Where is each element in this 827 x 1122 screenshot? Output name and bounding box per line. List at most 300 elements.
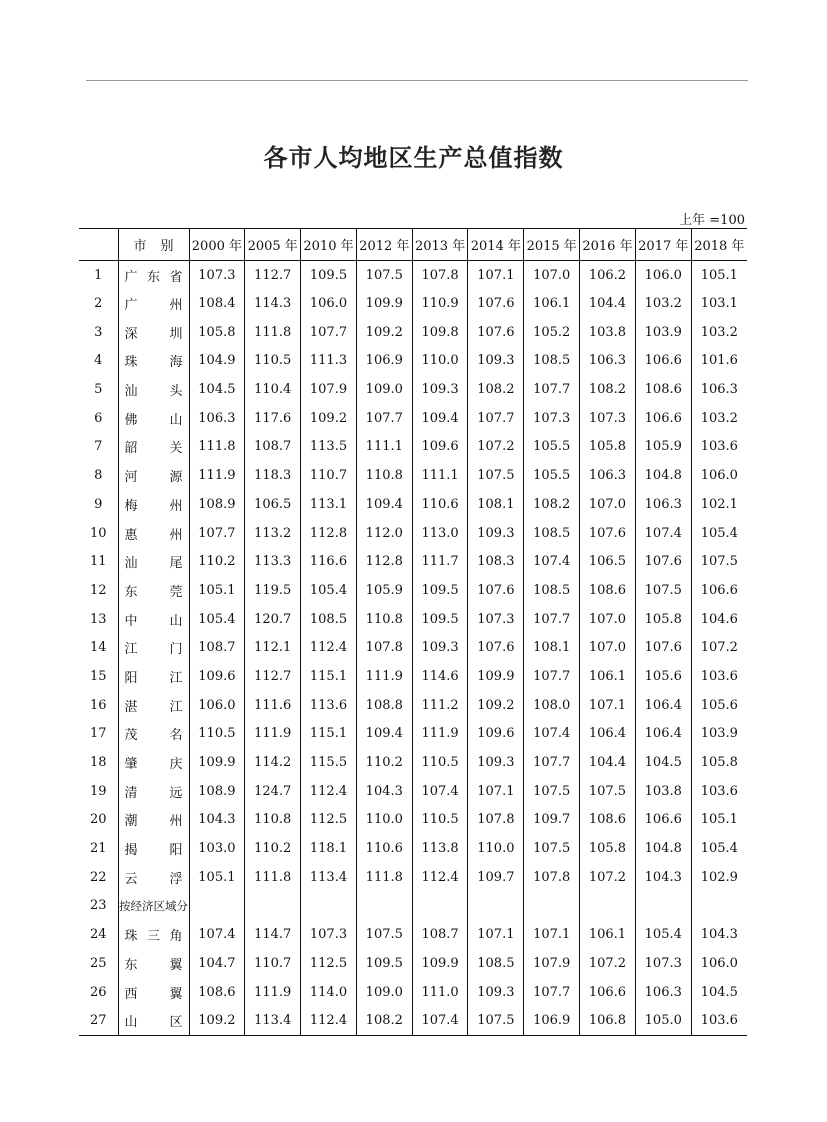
value-cell: 107.4 [524, 547, 580, 576]
table-row [79, 863, 747, 892]
value-cell: 102.1 [691, 490, 747, 519]
table-row [79, 662, 747, 691]
table-body [79, 261, 747, 1036]
city-name: 中 山 [124, 613, 183, 629]
row-number: 22 [89, 869, 107, 885]
value-cell [468, 892, 524, 921]
value-cell: 110.5 [245, 347, 301, 376]
row-number: 23 [89, 898, 107, 914]
header-year-9: 2018 年 [691, 229, 747, 261]
value-cell: 111.3 [301, 347, 357, 376]
value-cell: 103.6 [691, 433, 747, 462]
row-number: 7 [94, 439, 103, 455]
value-cell: 105.2 [524, 318, 580, 347]
value-cell: 109.5 [412, 605, 468, 634]
city-name: 西 翼 [124, 986, 183, 1002]
value-cell: 111.9 [412, 720, 468, 749]
value-cell: 107.0 [580, 633, 636, 662]
value-cell: 109.3 [412, 375, 468, 404]
value-cell: 109.3 [468, 748, 524, 777]
value-cell: 107.8 [524, 863, 580, 892]
value-cell: 109.6 [189, 662, 245, 691]
row-number: 15 [89, 668, 107, 684]
value-cell: 110.9 [412, 289, 468, 318]
value-cell: 110.8 [245, 806, 301, 835]
value-cell: 112.5 [301, 949, 357, 978]
value-cell: 104.8 [635, 834, 691, 863]
value-cell: 114.0 [301, 978, 357, 1007]
value-cell: 106.8 [580, 1006, 636, 1035]
table-row [79, 892, 747, 921]
table-row [79, 920, 747, 949]
value-cell: 105.8 [691, 748, 747, 777]
value-cell: 103.6 [691, 777, 747, 806]
value-cell: 109.8 [412, 318, 468, 347]
value-cell: 104.3 [356, 777, 412, 806]
value-cell: 106.6 [580, 978, 636, 1007]
value-cell: 105.9 [635, 433, 691, 462]
value-cell: 106.2 [580, 261, 636, 290]
value-cell: 108.6 [580, 576, 636, 605]
value-cell: 107.9 [524, 949, 580, 978]
value-cell: 106.4 [635, 691, 691, 720]
value-cell: 109.5 [412, 576, 468, 605]
value-cell: 103.2 [691, 318, 747, 347]
value-cell: 110.7 [301, 461, 357, 490]
value-cell: 104.7 [189, 949, 245, 978]
value-cell: 107.2 [580, 863, 636, 892]
city-name-cell [118, 261, 189, 290]
value-cell: 112.7 [245, 662, 301, 691]
value-cell: 111.2 [412, 691, 468, 720]
value-cell: 113.4 [245, 1006, 301, 1035]
value-cell: 110.2 [356, 748, 412, 777]
value-cell: 110.6 [412, 490, 468, 519]
value-cell: 110.5 [412, 806, 468, 835]
header-city-cell: 市 别 [118, 229, 189, 261]
value-cell: 109.3 [468, 978, 524, 1007]
header-year-1: 2005 年 [245, 229, 301, 261]
value-cell: 108.2 [468, 375, 524, 404]
row-number: 20 [89, 812, 107, 828]
city-name: 汕 尾 [124, 556, 183, 572]
city-name-cell [118, 892, 189, 921]
value-cell: 105.4 [635, 920, 691, 949]
row-number: 14 [89, 640, 107, 656]
value-cell: 105.8 [580, 834, 636, 863]
city-name: 阳 江 [124, 670, 183, 686]
city-name-cell [118, 691, 189, 720]
value-cell: 111.9 [245, 978, 301, 1007]
table-row [79, 949, 747, 978]
row-number: 25 [89, 955, 107, 971]
value-cell: 106.3 [580, 347, 636, 376]
value-cell: 106.5 [580, 547, 636, 576]
value-cell: 109.9 [468, 662, 524, 691]
value-cell: 107.8 [412, 261, 468, 290]
value-cell: 106.0 [301, 289, 357, 318]
value-cell: 106.1 [580, 920, 636, 949]
value-cell: 107.5 [356, 261, 412, 290]
value-cell: 111.8 [356, 863, 412, 892]
table-row [79, 605, 747, 634]
value-cell: 104.9 [189, 347, 245, 376]
value-cell: 112.4 [301, 633, 357, 662]
value-cell: 114.7 [245, 920, 301, 949]
value-cell: 107.7 [524, 748, 580, 777]
value-cell: 106.1 [524, 289, 580, 318]
value-cell: 107.7 [524, 605, 580, 634]
row-number: 10 [89, 525, 107, 541]
value-cell: 104.3 [189, 806, 245, 835]
city-name-cell [118, 461, 189, 490]
value-cell: 114.6 [412, 662, 468, 691]
value-cell: 104.5 [691, 978, 747, 1007]
row-number: 5 [94, 382, 103, 398]
value-cell: 115.1 [301, 662, 357, 691]
value-cell: 103.8 [635, 777, 691, 806]
value-cell: 106.0 [635, 261, 691, 290]
header-year-6: 2015 年 [524, 229, 580, 261]
value-cell: 106.9 [356, 347, 412, 376]
value-cell: 107.7 [468, 404, 524, 433]
value-cell: 120.7 [245, 605, 301, 634]
value-cell: 108.6 [635, 375, 691, 404]
value-cell: 107.3 [635, 949, 691, 978]
value-cell: 103.2 [635, 289, 691, 318]
value-cell: 107.0 [580, 605, 636, 634]
header-year-2: 2010 年 [301, 229, 357, 261]
city-name: 韶 关 [124, 441, 183, 457]
row-number: 8 [94, 468, 103, 484]
city-name-cell [118, 720, 189, 749]
value-cell [412, 892, 468, 921]
value-cell: 107.3 [524, 404, 580, 433]
header-year-4: 2013 年 [412, 229, 468, 261]
city-name: 惠 州 [124, 527, 183, 543]
value-cell: 110.2 [245, 834, 301, 863]
table-row [79, 461, 747, 490]
value-cell: 109.2 [189, 1006, 245, 1035]
city-name-cell [118, 834, 189, 863]
value-cell: 107.4 [524, 720, 580, 749]
table-row [79, 289, 747, 318]
value-cell: 111.0 [412, 978, 468, 1007]
value-cell: 112.4 [301, 777, 357, 806]
value-cell: 109.7 [524, 806, 580, 835]
value-cell: 113.8 [412, 834, 468, 863]
city-name-cell [118, 547, 189, 576]
value-cell: 106.3 [691, 375, 747, 404]
city-name-cell [118, 433, 189, 462]
value-cell: 103.1 [691, 289, 747, 318]
value-cell: 108.3 [468, 547, 524, 576]
value-cell: 105.4 [691, 834, 747, 863]
value-cell: 119.5 [245, 576, 301, 605]
row-number: 3 [94, 324, 103, 340]
table-row [79, 318, 747, 347]
value-cell: 112.0 [356, 519, 412, 548]
value-cell: 109.6 [468, 720, 524, 749]
value-cell: 104.5 [189, 375, 245, 404]
table-row [79, 978, 747, 1007]
value-cell: 109.3 [468, 519, 524, 548]
value-cell: 101.6 [691, 347, 747, 376]
value-cell: 105.9 [356, 576, 412, 605]
value-cell [580, 892, 636, 921]
value-cell: 105.8 [189, 318, 245, 347]
city-name-cell [118, 748, 189, 777]
row-number: 11 [89, 554, 107, 570]
table-row [79, 261, 747, 290]
value-cell: 103.8 [580, 318, 636, 347]
value-cell: 110.8 [356, 605, 412, 634]
value-cell: 107.0 [580, 490, 636, 519]
value-cell: 103.9 [691, 720, 747, 749]
value-cell: 109.2 [356, 318, 412, 347]
value-cell: 104.5 [635, 748, 691, 777]
value-cell: 108.9 [189, 777, 245, 806]
header-num-cell [79, 229, 118, 261]
value-cell: 111.7 [412, 547, 468, 576]
city-name: 江 门 [124, 642, 183, 658]
value-cell: 106.3 [580, 461, 636, 490]
value-cell: 105.1 [189, 576, 245, 605]
value-cell: 108.6 [189, 978, 245, 1007]
value-cell: 114.3 [245, 289, 301, 318]
table-row [79, 834, 747, 863]
city-name-cell [118, 404, 189, 433]
value-cell: 106.6 [635, 347, 691, 376]
value-cell: 104.3 [691, 920, 747, 949]
value-cell: 107.3 [468, 605, 524, 634]
value-cell: 107.1 [468, 920, 524, 949]
value-cell: 111.9 [245, 720, 301, 749]
city-name: 山 区 [124, 1014, 183, 1030]
value-cell: 113.2 [245, 519, 301, 548]
value-cell: 104.4 [580, 748, 636, 777]
value-cell: 108.7 [189, 633, 245, 662]
value-cell: 112.1 [245, 633, 301, 662]
value-cell: 107.5 [691, 547, 747, 576]
row-number: 21 [89, 841, 107, 857]
table-row [79, 1006, 747, 1035]
value-cell: 109.0 [356, 978, 412, 1007]
value-cell: 108.1 [524, 633, 580, 662]
value-cell: 103.9 [635, 318, 691, 347]
table-row [79, 433, 747, 462]
value-cell: 109.9 [356, 289, 412, 318]
value-cell: 107.1 [524, 920, 580, 949]
value-cell: 116.6 [301, 547, 357, 576]
row-number: 26 [89, 984, 107, 1000]
value-cell: 108.5 [524, 576, 580, 605]
value-cell: 104.8 [635, 461, 691, 490]
value-cell: 107.7 [524, 375, 580, 404]
value-cell: 112.8 [356, 547, 412, 576]
value-cell: 110.2 [189, 547, 245, 576]
table-row [79, 547, 747, 576]
value-cell: 111.1 [412, 461, 468, 490]
value-cell: 103.2 [691, 404, 747, 433]
value-cell [356, 892, 412, 921]
city-name: 揭 阳 [124, 843, 183, 859]
table-row [79, 576, 747, 605]
value-cell: 108.5 [301, 605, 357, 634]
header-year-5: 2014 年 [468, 229, 524, 261]
value-cell: 107.5 [468, 1006, 524, 1035]
value-cell: 107.8 [356, 633, 412, 662]
value-cell [301, 892, 357, 921]
value-cell: 111.9 [356, 662, 412, 691]
row-number: 9 [94, 496, 103, 512]
value-cell: 106.9 [524, 1006, 580, 1035]
value-cell: 112.4 [412, 863, 468, 892]
value-cell: 105.4 [189, 605, 245, 634]
value-cell: 109.4 [412, 404, 468, 433]
value-cell: 107.6 [635, 547, 691, 576]
value-cell: 107.2 [580, 949, 636, 978]
city-name: 佛 山 [124, 412, 183, 428]
value-cell: 106.0 [691, 461, 747, 490]
value-cell: 111.1 [356, 433, 412, 462]
city-name: 珠三角 [124, 929, 183, 945]
value-cell: 106.6 [635, 806, 691, 835]
value-cell: 107.4 [189, 920, 245, 949]
value-cell: 107.7 [524, 662, 580, 691]
value-cell: 111.8 [189, 433, 245, 462]
value-cell: 113.3 [245, 547, 301, 576]
value-cell: 107.5 [524, 777, 580, 806]
header-row [79, 229, 747, 261]
city-name-cell [118, 519, 189, 548]
city-name: 湛 江 [124, 699, 183, 715]
value-cell: 124.7 [245, 777, 301, 806]
value-cell: 106.3 [189, 404, 245, 433]
table-row [79, 720, 747, 749]
value-cell: 113.6 [301, 691, 357, 720]
value-cell: 107.4 [412, 1006, 468, 1035]
value-cell: 107.9 [301, 375, 357, 404]
row-number: 13 [89, 611, 107, 627]
value-cell: 112.7 [245, 261, 301, 290]
value-cell: 107.2 [468, 433, 524, 462]
value-cell: 107.6 [635, 633, 691, 662]
value-cell: 109.2 [468, 691, 524, 720]
table-row [79, 777, 747, 806]
value-cell: 109.3 [412, 633, 468, 662]
value-cell: 110.8 [356, 461, 412, 490]
value-cell: 105.0 [635, 1006, 691, 1035]
value-cell: 107.7 [524, 978, 580, 1007]
table-row [79, 691, 747, 720]
city-name-cell [118, 347, 189, 376]
value-cell: 106.3 [635, 978, 691, 1007]
value-cell: 111.9 [189, 461, 245, 490]
value-cell: 108.2 [356, 1006, 412, 1035]
table-row [79, 490, 747, 519]
index-table [79, 228, 747, 1036]
value-cell: 108.5 [468, 949, 524, 978]
value-cell: 107.6 [468, 318, 524, 347]
value-cell: 108.0 [524, 691, 580, 720]
city-name: 东 莞 [124, 584, 183, 600]
row-number: 24 [89, 927, 107, 943]
value-cell: 111.8 [245, 863, 301, 892]
city-name: 潮 州 [124, 814, 183, 830]
value-cell: 107.6 [468, 576, 524, 605]
value-cell: 105.4 [691, 519, 747, 548]
value-cell: 106.6 [691, 576, 747, 605]
value-cell: 104.6 [691, 605, 747, 634]
city-name-cell [118, 806, 189, 835]
value-cell: 107.3 [580, 404, 636, 433]
value-cell: 108.9 [189, 490, 245, 519]
city-name: 汕 头 [124, 384, 183, 400]
value-cell: 109.0 [356, 375, 412, 404]
city-name-cell [118, 375, 189, 404]
value-cell: 109.2 [301, 404, 357, 433]
value-cell: 108.5 [524, 347, 580, 376]
value-cell: 108.2 [524, 490, 580, 519]
value-cell [189, 892, 245, 921]
value-cell: 107.4 [635, 519, 691, 548]
value-cell [691, 892, 747, 921]
header-year-8: 2017 年 [635, 229, 691, 261]
value-cell [635, 892, 691, 921]
value-cell: 109.4 [356, 490, 412, 519]
value-cell: 112.4 [301, 1006, 357, 1035]
value-cell: 107.5 [524, 834, 580, 863]
top-rule [86, 80, 748, 81]
city-name: 茂 名 [124, 728, 183, 744]
value-cell: 109.9 [412, 949, 468, 978]
value-cell: 118.1 [301, 834, 357, 863]
header-year-3: 2012 年 [356, 229, 412, 261]
table-row [79, 375, 747, 404]
value-cell: 113.5 [301, 433, 357, 462]
value-cell: 108.8 [356, 691, 412, 720]
value-cell [524, 892, 580, 921]
value-cell: 110.0 [356, 806, 412, 835]
value-cell: 110.5 [189, 720, 245, 749]
value-cell: 109.7 [468, 863, 524, 892]
row-number: 1 [94, 267, 103, 283]
city-name: 珠 海 [124, 355, 183, 371]
value-cell: 106.0 [189, 691, 245, 720]
value-cell: 109.9 [189, 748, 245, 777]
city-name-cell [118, 490, 189, 519]
page-title: 各市人均地区生产总值指数 [263, 144, 564, 172]
value-cell: 108.5 [524, 519, 580, 548]
table-row [79, 404, 747, 433]
value-cell: 107.3 [189, 261, 245, 290]
value-cell: 110.6 [356, 834, 412, 863]
header-year-0: 2000 年 [189, 229, 245, 261]
value-cell: 109.3 [468, 347, 524, 376]
value-cell: 107.6 [468, 289, 524, 318]
value-cell: 113.0 [412, 519, 468, 548]
city-name-cell [118, 920, 189, 949]
value-cell: 108.2 [580, 375, 636, 404]
city-name: 深 圳 [124, 326, 183, 342]
value-cell: 110.0 [468, 834, 524, 863]
value-cell: 108.4 [189, 289, 245, 318]
value-cell: 109.5 [356, 949, 412, 978]
value-cell: 107.6 [580, 519, 636, 548]
row-number: 16 [89, 697, 107, 713]
value-cell: 106.0 [691, 949, 747, 978]
